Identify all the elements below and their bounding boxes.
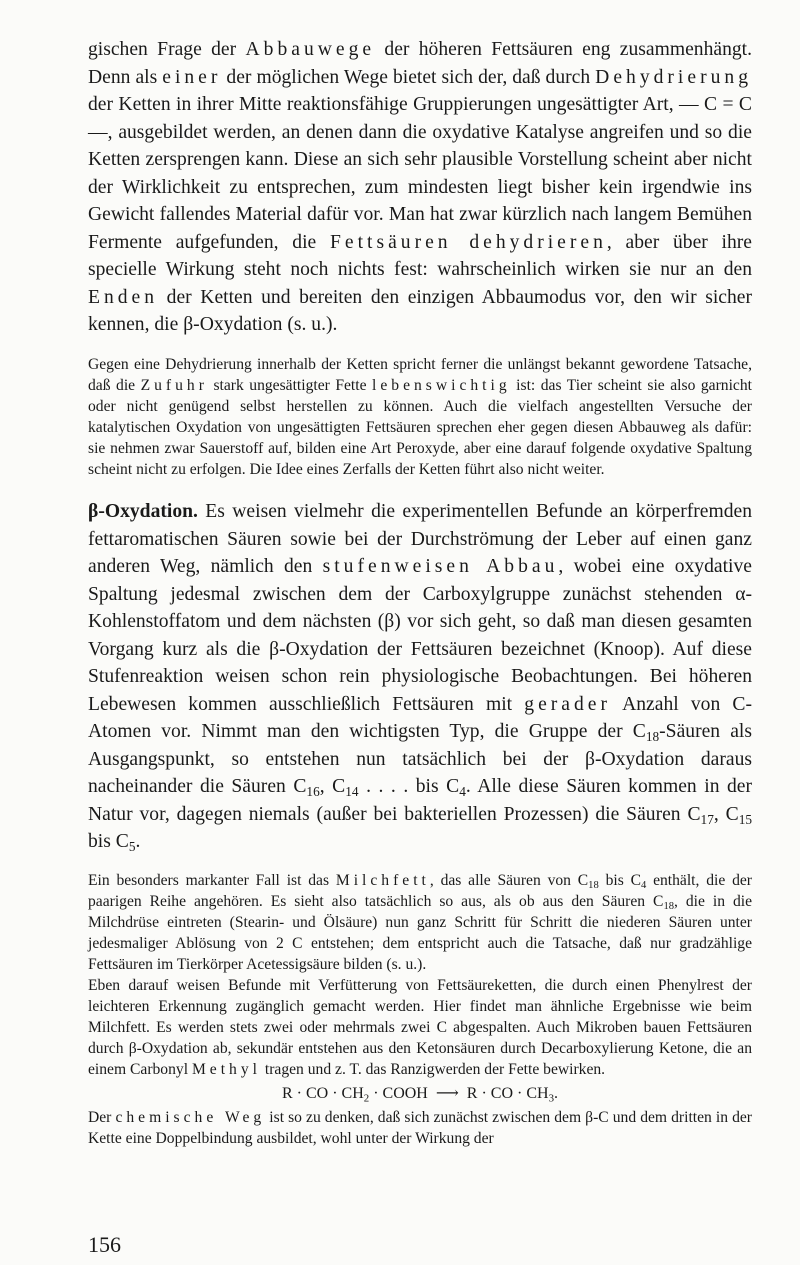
text: gischen Frage der [88, 39, 246, 60]
text: , die in die Milchdrüse eintreten (Stearin- und Ölsäure) nun ganz Schritt für Schritt die niederen Säuren unter jedesmaliger Ablösung von 2 C entstehen; dem entspricht auch die Tatsache, daß nur gradzählige Fettsäuren im Tierkörper Acetessigsäure bilden (s. u.). [88, 892, 752, 973]
text: , aber über ihre specielle Wirkung steht noch nichts fest: wahrscheinlich wirken sie nur an den [88, 231, 752, 280]
spaced-term: lebenswichtig [372, 376, 511, 394]
spaced-term: Enden [88, 286, 159, 308]
subscript: 3 [548, 1091, 555, 1104]
subscript: 16 [306, 784, 320, 800]
text: der Ketten und bereiten den einzigen Abbaumodus vor, den wir sicher kennen, die β-Oxydation (s. u.). [88, 286, 752, 335]
paragraph-dehydrierung-note [88, 354, 752, 481]
spaced-term: Zufuhr [140, 376, 208, 394]
spaced-term: Milchfett [335, 871, 430, 889]
subscript: 18 [663, 900, 675, 912]
text: bis C [598, 871, 641, 889]
paragraph-chemischer-weg [88, 1107, 752, 1149]
text: Ein besonders markanter Fall ist das [88, 871, 336, 889]
page-number: 156 [88, 1232, 121, 1257]
spaced-term: chemische Weg [115, 1108, 266, 1126]
spaced-term: stufenweisen Abbau [322, 556, 559, 578]
reaction-formula [88, 1081, 752, 1107]
formula-right: R · CO · CH [466, 1084, 549, 1102]
text: der Ketten in ihrer Mitte reaktionsfähige Gruppierungen ungesättigter Art, — C = C —, ausgebildet werden, an denen dann die oxydative Katalyse angreifen und so die Ketten zersprengen kann. Diese an sich sehr plausible Vorstellung scheint aber nicht der Wirklichkeit zu entsprechen, zum mindesten liegt bisher kein irgendwie ins Gewicht fallendes Material dafür vor. Man hat zwar kürzlich nach langem Bemühen Fermente aufgefunden, die [88, 94, 752, 253]
text: , wobei eine oxydative Spaltung jedesmal zwischen dem der Carboxylgruppe zunächst stehenden α-Kohlenstoffatom und dem nächsten (β) vor sich geht, so daß man diesen gesamten Vorgang kurz als die β-Oxydation der Fettsäuren bezeichnet (Knoop). Auf diese Stufenreaktion weisen schon rein physiologische Beobachtungen. Bei höheren Lebewesen kommen ausschließlich Fettsäuren mit [88, 556, 752, 715]
subscript: 4 [640, 879, 647, 891]
spaced-term: Dehydrierung [595, 66, 752, 88]
subscript: 14 [345, 784, 359, 800]
text: bis C [88, 831, 129, 853]
subscript: 15 [738, 811, 752, 827]
formula-left: R · CO · CH [281, 1084, 364, 1102]
paragraph-beta-oxydation [88, 498, 752, 856]
subscript: 2 [363, 1091, 370, 1104]
text: Eben darauf weisen Befunde mit Verfütterung von Fettsäureketten, die durch einen Phenylrest der leichteren Erkennung zugänglich gemacht werden. Hier findet man ähnliche Ergebnisse wie beim Milchfett. Es werden stets zwei oder mehrmals zwei C abgespalten. Auch Mikroben bauen Fettsäuren durch β-Oxydation ab, sekundär entstehen aus den Ketonsäuren durch Decarboxylierung Ketone, die an einem Carbonyl [88, 977, 752, 1079]
text: Anzahl von C-Atomen vor. Nimmt man den wichtigsten Typ, die Gruppe der C [88, 693, 752, 743]
spaced-term: Abbauwege [245, 39, 376, 60]
formula-left-end: · COOH [369, 1084, 428, 1102]
subscript: 18 [645, 729, 660, 745]
text: . . . . bis C [358, 776, 460, 798]
text: der möglichen Wege bietet sich der, daß durch [221, 66, 596, 88]
text: Es weisen vielmehr die experimentellen Befunde an körperfremden fettaromatischen Säuren sowie bei der Durchströmung der Leber auf einen ganz anderen Weg, nämlich den [88, 501, 752, 578]
text: , das alle Säuren von C [429, 871, 589, 889]
paragraph-abbauwege [88, 36, 752, 339]
text: tragen und z. T. das Ranzigwerden der Fette bewirken. [260, 1061, 606, 1079]
section-heading: β-Oxydation. [88, 501, 198, 523]
text: der höheren Fettsäuren eng zusammenhängt. Denn als [88, 39, 753, 88]
spaced-term: gerader [524, 693, 612, 715]
page-body [88, 36, 752, 1149]
spaced-term: Methyl [191, 1061, 261, 1079]
text: stark ungesättigter Fette [207, 376, 373, 394]
paragraph-milchfett [88, 870, 752, 975]
text: Der [88, 1108, 116, 1126]
subscript: 17 [700, 811, 714, 827]
paragraph-phenylrest [88, 975, 752, 1080]
text: . [135, 831, 141, 853]
text: , C [319, 776, 346, 798]
text: enthält, die der paarigen Reihe angehören. Es sieht also tatsächlich so aus, als ob aus den Säuren C [88, 871, 752, 910]
subscript: 5 [128, 839, 136, 855]
text: ist so zu denken, daß sich zunächst zwischen dem β-C und dem dritten in der Kette eine Doppelbindung ausbildet, wohl unter der Wirkung der [88, 1108, 752, 1147]
formula-right-end: . [554, 1084, 559, 1102]
subscript: 18 [588, 879, 599, 891]
text: Gegen eine Dehydrierung innerhalb der Ketten spricht ferner die unlängst bekannt gewordene Tatsache, daß die [88, 355, 752, 394]
text: . Alle diese Säuren kommen in der Natur vor, dagegen niemals (außer bei bakteriellen Prozessen) die Säuren C [88, 776, 753, 825]
spaced-term: einer [162, 66, 222, 88]
subscript: 4 [459, 784, 466, 800]
reaction-arrow-icon: ⟶ [435, 1084, 459, 1102]
text: ist: das Tier scheint sie also garnicht oder nicht genügend selbst herstellen zu können. Auch die vielfach angestellten Versuche der katalytischen Oxydation von ungesättigten Fettsäuren sprechen eher gegen diesen Abbauweg als dafür: sie nehmen zwar Sauerstoff auf, bilden eine Art Peroxyde, aber eine darauf folgende oxydative Spaltung scheint nicht zu erfolgen. Die Idee eines Zerfalls der Ketten führt also nicht weiter. [88, 376, 752, 478]
text: -Säuren als Ausgangspunkt, so entstehen nun tatsächlich bei der β-Oxydation daraus nacheinander die Säuren C [88, 721, 752, 798]
text: , C [713, 803, 739, 825]
spaced-term: Fettsäuren dehydrieren [329, 231, 607, 253]
